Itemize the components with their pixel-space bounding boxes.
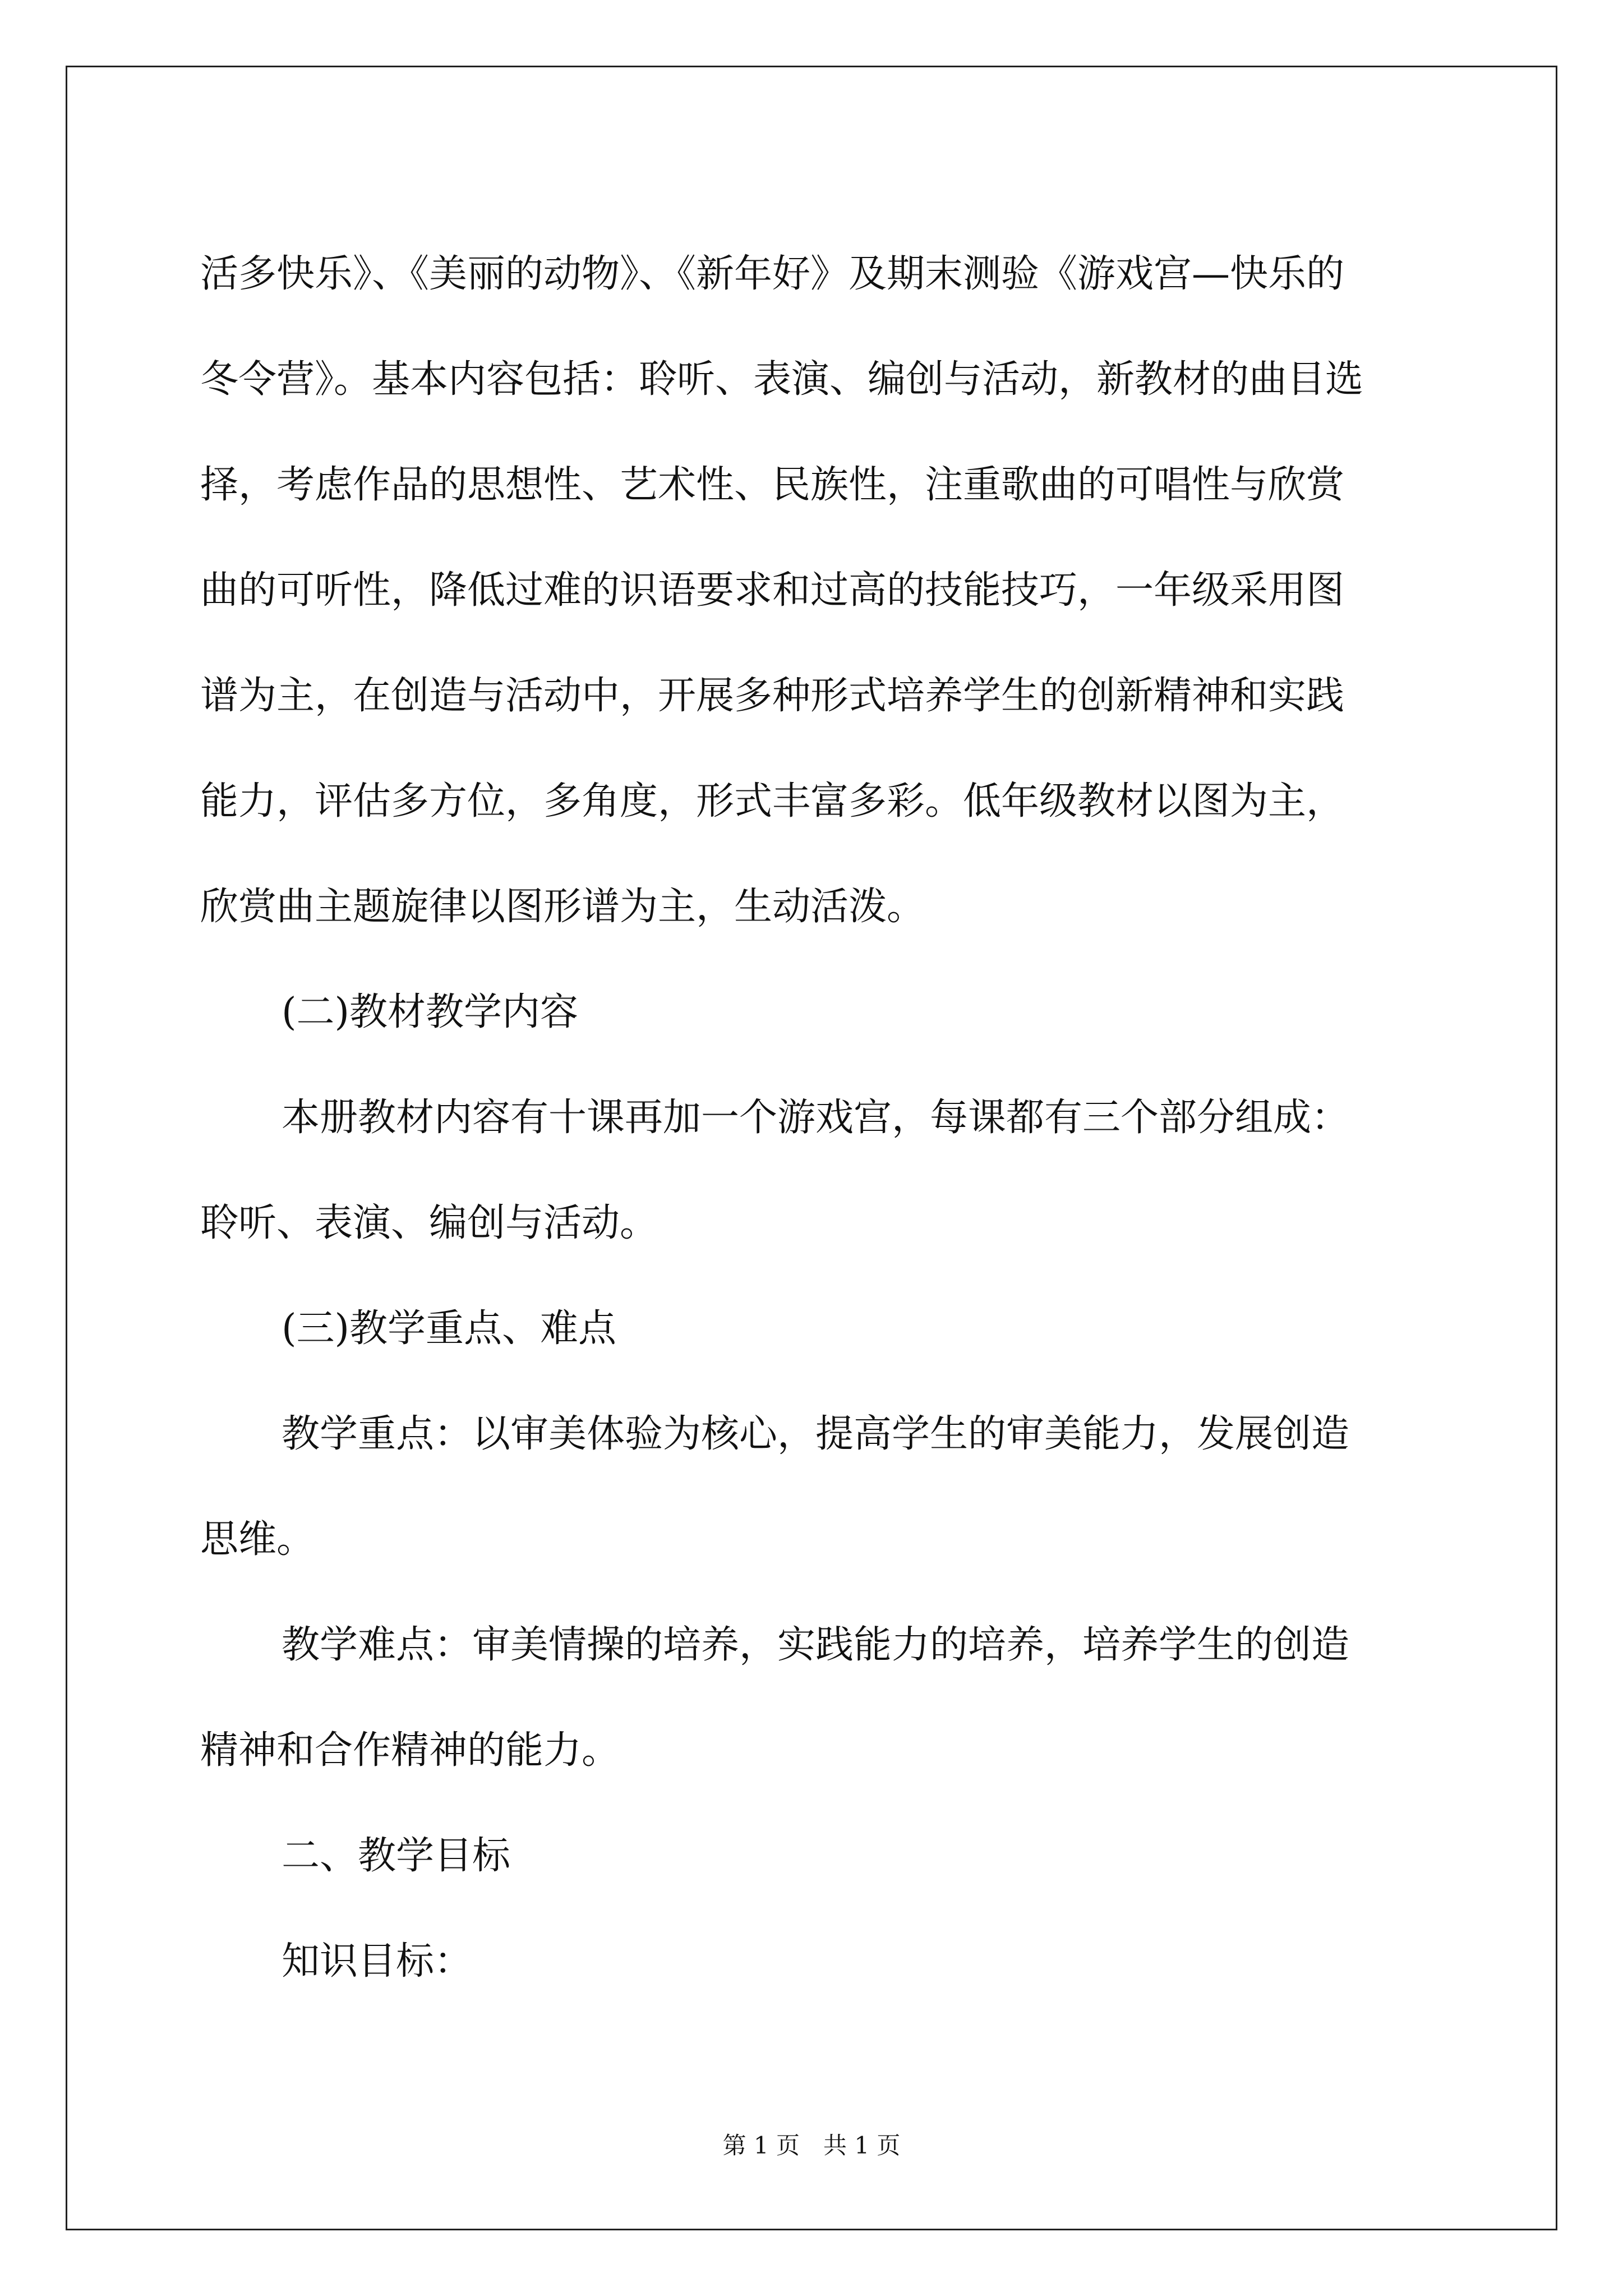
text-line-3: 择，考虑作品的思想性、艺术性、民族性，注重歌曲的可唱性与欣赏 [200, 463, 1345, 507]
page-number-footer: 第 1 页 共 1 页 [722, 2132, 901, 2159]
text-line-2: 冬令营》。基本内容包括：聆听、表演、编创与活动，新教材的曲目选 [200, 357, 1364, 402]
text-line-14: 教学难点：审美情操的培养，实践能力的培养，培养学生的创造 [282, 1623, 1350, 1667]
text-line-12: 教学重点：以审美体验为核心，提高学生的审美能力，发展创造 [282, 1412, 1350, 1456]
text-line-5: 谱为主，在创造与活动中，开展多种形式培养学生的创新精神和实践 [200, 674, 1345, 718]
text-line-6: 能力，评估多方位，多角度，形式丰富多彩。低年级教材以图为主， [200, 779, 1345, 823]
text-line-15: 精神和合作精神的能力。 [200, 1728, 620, 1773]
text-line-10: 聆听、表演、编创与活动。 [200, 1201, 658, 1245]
text-line-1: 活多快乐》、《美丽的动物》、《新年好》及期末测验《游戏宫—快乐的 [200, 252, 1345, 296]
text-line-4: 曲的可听性，降低过难的识语要求和过高的技能技巧，一年级采用图 [200, 568, 1345, 613]
section-heading-materials: (二)教材教学内容 [282, 990, 579, 1034]
section-heading-goals: 二、教学目标 [282, 1834, 511, 1878]
text-line-17: 知识目标： [282, 1939, 473, 1984]
text-line-13: 思维。 [200, 1517, 315, 1562]
text-line-9: 本册教材内容有十课再加一个游戏宫，每课都有三个部分组成： [282, 1096, 1350, 1140]
text-line-7: 欣赏曲主题旋律以图形谱为主，生动活泼。 [200, 885, 925, 929]
document-body [200, 222, 1428, 2014]
section-heading-key-points: (三)教学重点、难点 [282, 1306, 617, 1351]
